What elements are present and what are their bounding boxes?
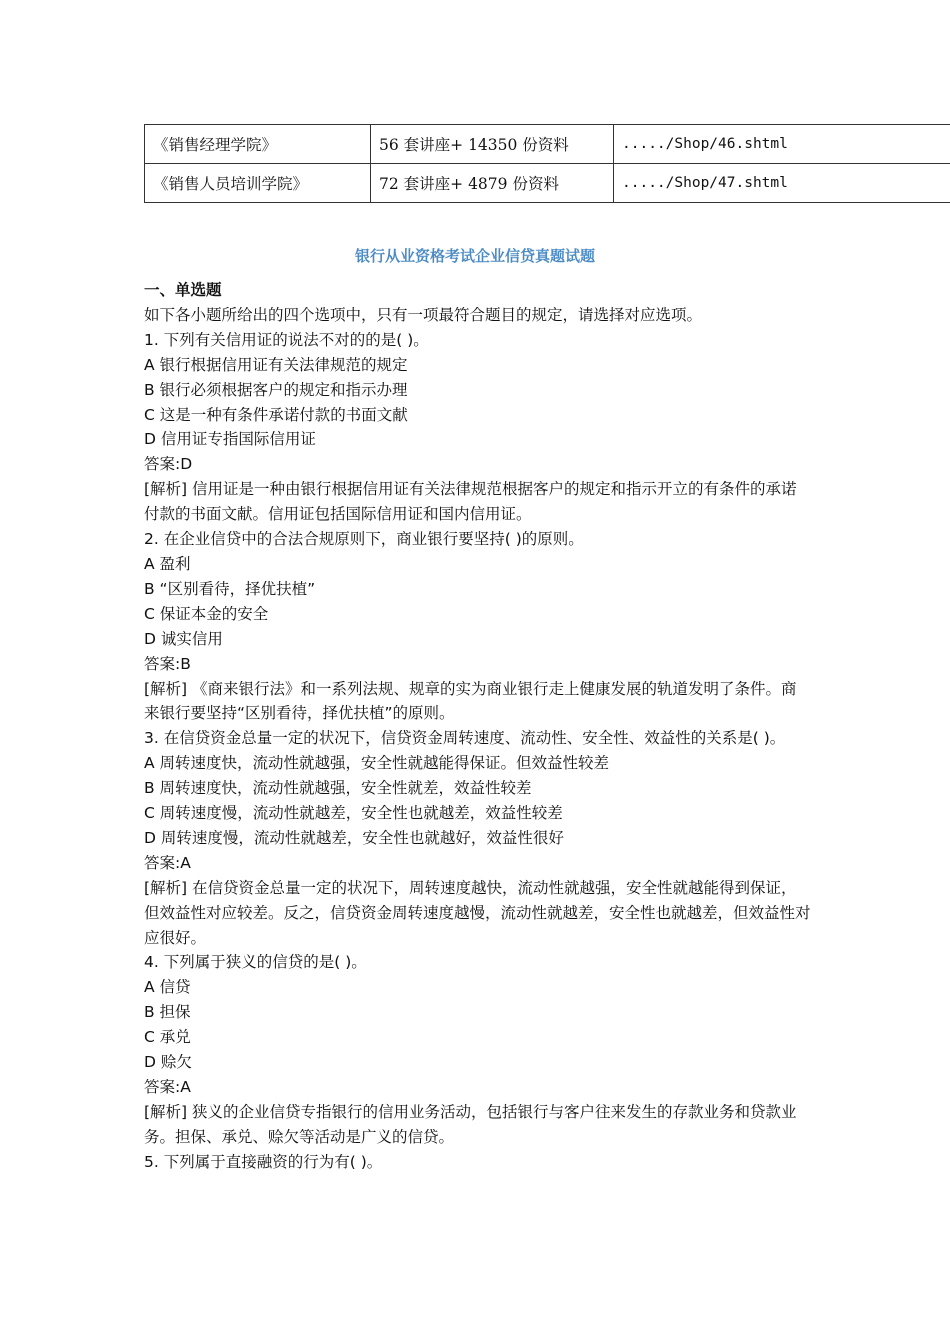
option-b: B 周转速度快，流动性就越强，安全性就差，效益性较差 — [144, 779, 532, 798]
section-heading: 一、单选题 — [144, 281, 222, 299]
option-c: C 保证本金的安全 — [144, 604, 269, 623]
option-b: B “区别看待，择优扶植” — [144, 579, 316, 598]
option-a: A 银行根据信用证有关法律规范的规定 — [144, 355, 408, 374]
exam-content — [144, 278, 812, 1175]
option-c: C 这是一种有条件承诺付款的书面文献 — [144, 405, 408, 424]
resource-table — [144, 124, 950, 203]
table-row — [145, 164, 950, 203]
option-b: B 担保 — [144, 1003, 191, 1022]
question-text: 5. 下列属于直接融资的行为有( )。 — [144, 1152, 383, 1171]
resource-table-container — [144, 124, 950, 203]
option-d: D 信用证专指国际信用证 — [144, 430, 316, 449]
table-row — [145, 125, 950, 164]
option-a: A 信贷 — [144, 978, 191, 997]
analysis-text: [解析] 狭义的企业信贷专指银行的信用业务活动，包括银行与客户往来发生的存款业务和贷款业务。担保、承兑、赊欠等活动是广义的信贷。 — [144, 1102, 797, 1146]
question-text: 4. 下列属于狭义的信贷的是( )。 — [144, 953, 367, 972]
option-c: C 周转速度慢，流动性就越差，安全性也就越差，效益性较差 — [144, 804, 563, 823]
course-desc-cell: 56 套讲座+ 14350 份资料 — [371, 125, 614, 164]
option-c: C 承兑 — [144, 1028, 191, 1047]
document-title: 银行从业资格考试企业信贷真题试题 — [354, 247, 595, 265]
option-a: A 盈利 — [144, 554, 191, 573]
course-link[interactable]: ...../Shop/46.shtml — [614, 125, 950, 164]
question-text: 2. 在企业信贷中的合法合规原则下，商业银行要坚持( )的原则。 — [144, 530, 584, 549]
analysis-text: [解析] 信用证是一种由银行根据信用证有关法律规范根据客户的规定和指示开立的有条件的承诺付款的书面文献。信用证包括国际信用证和国内信用证。 — [144, 480, 797, 524]
answer-text: 答案:B — [144, 654, 191, 673]
option-d: D 诚实信用 — [144, 629, 223, 648]
question-text: 1. 下列有关信用证的说法不对的的是( )。 — [144, 330, 429, 349]
option-d: D 周转速度慢，流动性就越差，安全性也就越好，效益性很好 — [144, 828, 564, 847]
option-d: D 赊欠 — [144, 1053, 192, 1072]
answer-text: 答案:A — [144, 1078, 191, 1096]
analysis-text: [解析] 在信贷资金总量一定的状况下，周转速度越快，流动性就越强，安全性就越能得到保证，但效益性对应较差。反之，信贷资金周转速度越慢，流动性就越差，安全性也就越差，但效益性对应很好。 — [144, 878, 811, 947]
instructions-text: 如下各小题所给出的四个选项中，只有一项最符合题目的规定，请选择对应选项。 — [144, 305, 703, 324]
answer-text: 答案:D — [144, 455, 193, 474]
answer-text: 答案:A — [144, 853, 191, 872]
option-a: A 周转速度快，流动性就越强，安全性就越能得保证。但效益性较差 — [144, 754, 610, 773]
course-name-cell: 《销售经理学院》 — [145, 125, 371, 164]
option-b: B 银行必须根据客户的规定和指示办理 — [144, 380, 408, 399]
question-text: 3. 在信贷资金总量一定的状况下，信贷资金周转速度、流动性、安全性、效益性的关系是( )。 — [144, 729, 786, 748]
course-name-cell: 《销售人员培训学院》 — [145, 164, 371, 203]
analysis-text: [解析] 《商来银行法》和一系列法规、规章的实为商业银行走上健康发展的轨道发明了条件。商来银行要坚持“区别看待，择优扶植”的原则。 — [144, 679, 797, 723]
course-link[interactable]: ...../Shop/47.shtml — [614, 164, 950, 203]
course-desc-cell: 72 套讲座+ 4879 份资料 — [371, 164, 614, 203]
